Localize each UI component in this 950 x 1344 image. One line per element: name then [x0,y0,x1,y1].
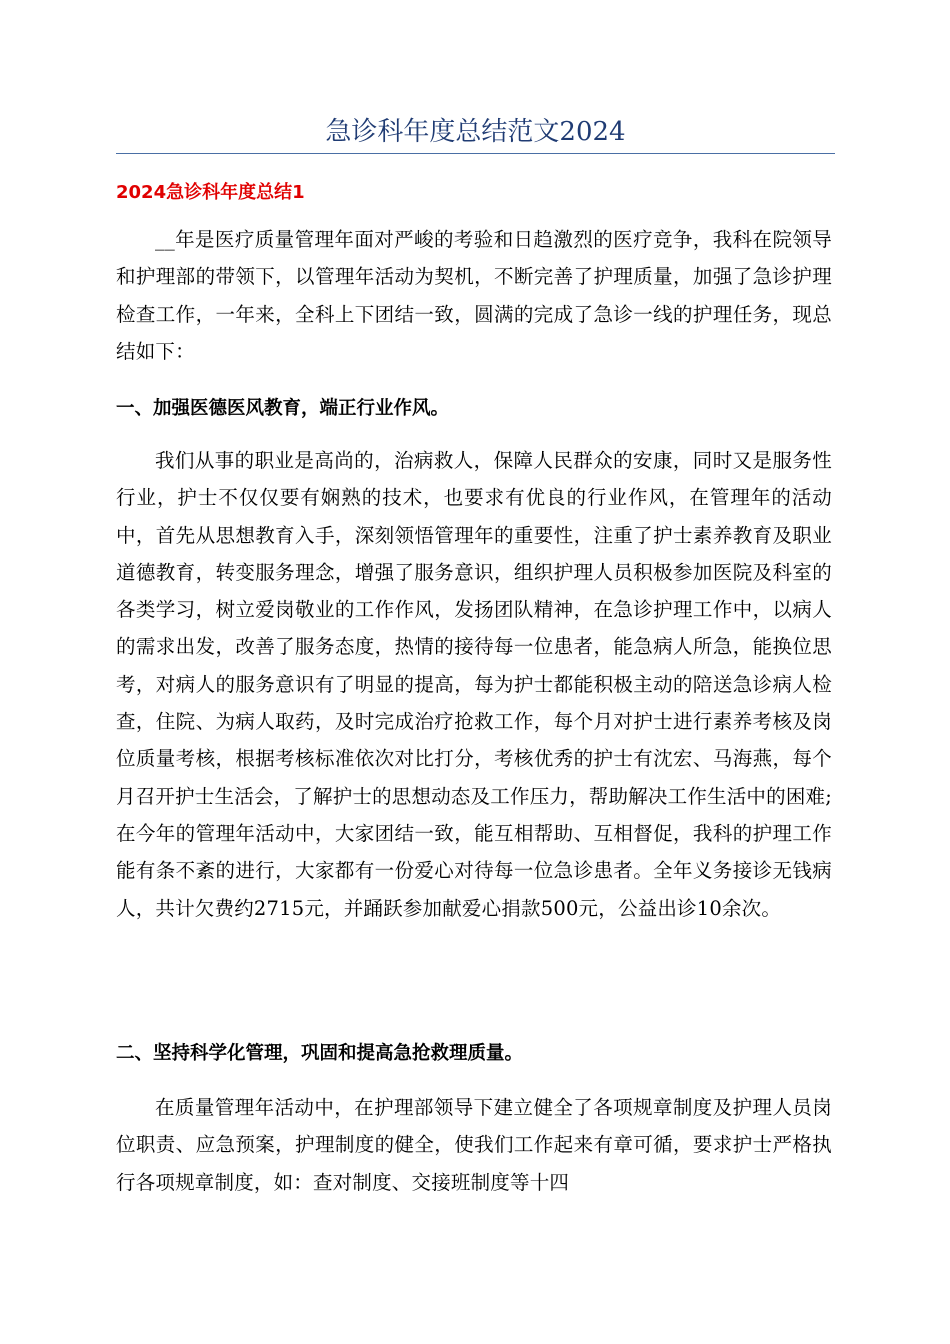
intro-paragraph: __年是医疗质量管理年面对严峻的考验和日趋激烈的医疗竞争，我科在院领导和护理部的带领下，以管理年活动为契机，不断完善了护理质量，加强了急诊护理检查工作，一年来，全科上下团结一致，圆满的完成了急诊一线的护理任务，现总结如下： [116,228,832,363]
paragraph-two: 在质量管理年活动中，在护理部领导下建立健全了各项规章制度及护理人员岗位职责、应急预案，护理制度的健全，使我们工作起来有章可循，要求护士严格执行各项规章制度，如：查对制度、交接班制度等十四 [116,1096,832,1194]
section-title: 2024急诊科年度总结1 [116,182,305,203]
paragraph-one: 我们从事的职业是高尚的，治病救人，保障人民群众的安康，同时又是服务性行业，护士不仅仅要有娴熟的技术，也要求有优良的行业作风，在管理年的活动中，首先从思想教育入手，深刻领悟管理年的重要性，注重了护士素养教育及职业道德教育，转变服务理念，增强了服务意识，组织护理人员积极参加医院及科室的各类学习，树立爱岗敬业的工作作风，发扬团队精神，在急诊护理工作中，以病人的需求出发，改善了服务态度，热情的接待每一位患者，能急病人所急，能换位思考，对病人的服务意识有了明显的提高，每为护士都能积极主动的陪送急诊病人检查，住院、为病人取药，及时完成治疗抢救工作，每个月对护士进行素养考核及岗位质量考核，根据考核标准依次对比打分，考核优秀的护士有沈宏、马海燕，每个月召开护士生活会，了解护士的思想动态及工作压力，帮助解决工作生活中的困难;在今年的管理年活动中，大家团结一致，能互相帮助、互相督促，我科的护理工作能有条不紊的进行，大家都有一份爱心对待每一位急诊患者。全年义务接诊无钱病人，共计欠费约2715元，并踊跃参加献爱心捐款500元，公益出诊10余次。 [116,449,832,920]
heading-two: 二、坚持科学化管理，巩固和提高急抢救理质量。 [116,1043,524,1064]
document-title: 急诊科年度总结范文2024 [325,117,626,147]
heading-one: 一、加强医德医风教育，端正行业作风。 [116,398,450,419]
title-underline-rule [116,153,835,154]
